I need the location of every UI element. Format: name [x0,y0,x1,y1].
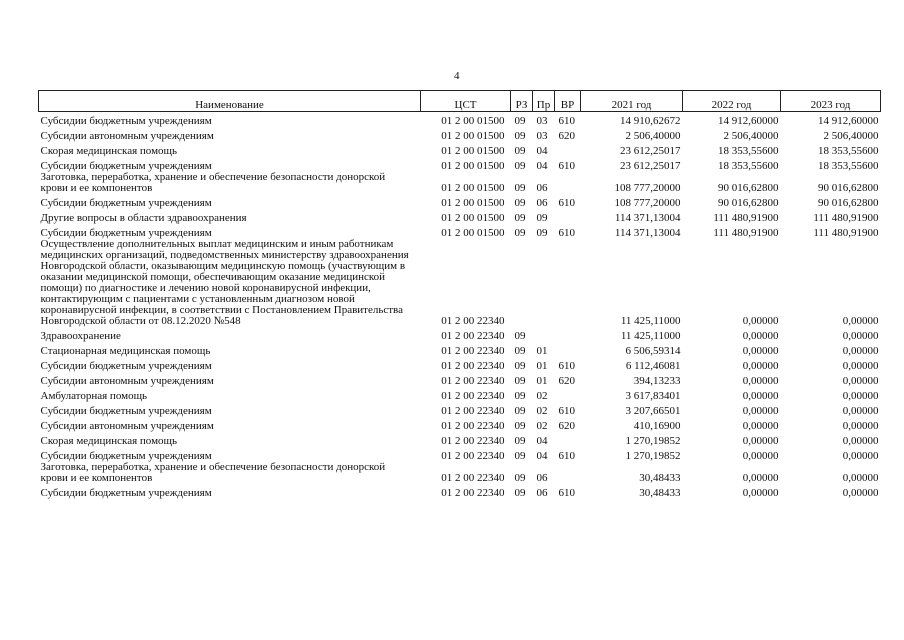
row-rz: 09 [514,420,526,432]
row-2023: 2 506,40000 [823,130,879,142]
row-vr: 610 [558,487,575,499]
row-name: Здравоохранение [40,330,121,342]
row-vr: 620 [558,130,575,142]
row-2021: 3 617,83401 [625,390,681,402]
row-2022: 0,00000 [742,315,779,327]
row-vr: 610 [558,405,575,417]
pr-header: Пр [533,91,555,112]
table-row [39,327,881,342]
row-rz: 09 [514,360,526,372]
row-2023: 0,00000 [842,405,879,417]
row-2022: 2 506,40000 [723,130,779,142]
row-cst: 01 2 00 01500 [441,145,505,157]
row-name: Стационарная медицинская помощь [40,345,211,357]
table-row [39,462,881,484]
row-2022: 111 480,91900 [713,212,779,224]
row-pr: 09 [536,212,548,224]
row-cst: 01 2 00 22340 [441,487,505,499]
table-row [39,194,881,209]
row-2021: 6 506,59314 [625,345,681,357]
row-name: Скорая медицинская помощь [40,145,178,157]
year-2023-header: 2023 год [781,91,881,112]
table-body [39,112,881,500]
row-2023: 90 016,62800 [818,182,879,194]
row-2023: 0,00000 [842,435,879,447]
row-rz: 09 [514,130,526,142]
row-2023: 18 353,55600 [818,160,879,172]
table-row [39,224,881,239]
row-2021: 23 612,25017 [620,145,681,157]
row-pr: 04 [536,160,548,172]
row-2023: 0,00000 [842,472,879,484]
page-number: 4 [454,70,460,82]
table-row [39,127,881,142]
row-2023: 0,00000 [842,450,879,462]
row-name: Субсидии бюджетным учреждениям [40,227,212,239]
row-cst: 01 2 00 01500 [441,227,505,239]
row-2021: 30,48433 [639,472,681,484]
table-row [39,402,881,417]
row-pr: 03 [536,115,548,127]
row-cst: 01 2 00 22340 [441,345,505,357]
row-pr: 01 [536,360,548,372]
row-2022: 0,00000 [742,420,779,432]
row-vr: 610 [558,197,575,209]
row-2021: 11 425,11000 [620,330,681,342]
row-2021: 1 270,19852 [625,450,681,462]
row-2022: 0,00000 [742,450,779,462]
row-rz: 09 [514,375,526,387]
row-rz: 09 [514,197,526,209]
row-2023: 0,00000 [842,420,879,432]
row-2021: 108 777,20000 [614,182,681,194]
row-cst: 01 2 00 22340 [441,390,505,402]
row-pr [533,239,555,327]
row-pr: 02 [536,405,548,417]
row-vr [555,327,581,342]
row-2022: 0,00000 [742,330,779,342]
row-2021: 6 112,46081 [625,360,681,372]
row-2022: 0,00000 [742,405,779,417]
row-name: Субсидии автономным учреждениям [40,375,214,387]
row-cst: 01 2 00 01500 [441,212,505,224]
row-rz: 09 [514,160,526,172]
row-pr: 03 [536,130,548,142]
name-header: Наименование [39,91,421,112]
table-row [39,112,881,128]
row-2023: 0,00000 [842,330,879,342]
row-rz: 09 [514,145,526,157]
row-2023: 90 016,62800 [818,197,879,209]
row-vr [555,239,581,327]
row-cst: 01 2 00 01500 [441,182,505,194]
row-2022: 111 480,91900 [713,227,779,239]
row-rz [511,239,533,327]
row-2023: 0,00000 [842,360,879,372]
row-rz: 09 [514,345,526,357]
row-2023: 0,00000 [842,315,879,327]
row-pr: 04 [536,435,548,447]
table-header-row [39,91,881,112]
table-row [39,432,881,447]
row-pr: 09 [536,227,548,239]
row-pr: 06 [536,197,548,209]
row-pr: 02 [536,420,548,432]
row-vr: 610 [558,115,575,127]
row-cst: 01 2 00 01500 [441,130,505,142]
row-name: Субсидии автономным учреждениям [40,130,214,142]
table-row [39,172,881,194]
row-name: Осуществление дополнительных выплат медицинским и иным работникам медицинских организаций, подведомственных министерству здравоохранения Новгородской области, оказывающим медицинскую помощь (участвующим в оказании медицинской помощи, обеспечивающим оказание медицинской помощи) по диагностике и лечению новой коронавирусной инфекции, контактирующим с пациентами с установленным диагнозом новой коронавирусной инфекции, в соответствии с Постановлением Правительства Новгородской области от 08.12.2020 №548 [40,239,409,327]
row-rz: 09 [514,330,526,342]
row-name: Субсидии бюджетным учреждениям [40,160,212,172]
row-name: Амбулаторная помощь [40,390,148,402]
row-cst: 01 2 00 22340 [441,315,505,327]
row-2023: 0,00000 [842,487,879,499]
row-cst: 01 2 00 22340 [441,405,505,417]
row-2022: 0,00000 [742,435,779,447]
row-rz: 09 [514,115,526,127]
row-cst: 01 2 00 22340 [441,450,505,462]
row-pr: 06 [536,487,548,499]
row-cst: 01 2 00 01500 [441,197,505,209]
row-rz: 09 [514,435,526,447]
table-row [39,357,881,372]
table-row [39,484,881,499]
row-vr [555,432,581,447]
row-2022: 0,00000 [742,375,779,387]
year-2022-header: 2022 год [683,91,781,112]
row-rz: 09 [514,227,526,239]
row-pr: 04 [536,450,548,462]
row-vr [555,387,581,402]
row-vr: 610 [558,160,575,172]
row-rz: 09 [514,212,526,224]
row-name: Заготовка, переработка, хранение и обеспечение безопасности донорской крови и ее компонентов [40,172,386,194]
row-cst: 01 2 00 22340 [441,472,505,484]
row-2023: 111 480,91900 [813,212,879,224]
row-2022: 18 353,55600 [718,145,779,157]
row-2022: 90 016,62800 [718,197,779,209]
row-2021: 2 506,40000 [625,130,681,142]
row-pr [533,327,555,342]
row-rz: 09 [514,182,526,194]
row-cst: 01 2 00 01500 [441,115,505,127]
row-2021: 30,48433 [639,487,681,499]
row-2023: 18 353,55600 [818,145,879,157]
row-2021: 410,16900 [633,420,681,432]
row-pr: 06 [536,472,548,484]
row-cst: 01 2 00 22340 [441,420,505,432]
vr-header: ВР [555,91,581,112]
row-rz: 09 [514,450,526,462]
row-cst: 01 2 00 22340 [441,360,505,372]
row-vr: 620 [558,375,575,387]
row-2021: 108 777,20000 [614,197,681,209]
table-row [39,417,881,432]
row-name: Заготовка, переработка, хранение и обеспечение безопасности донорской крови и ее компонентов [40,462,386,484]
table-row [39,142,881,157]
row-name: Субсидии бюджетным учреждениям [40,197,212,209]
table-row [39,342,881,357]
row-pr: 04 [536,145,548,157]
row-2022: 0,00000 [742,487,779,499]
row-pr: 06 [536,182,548,194]
row-2021: 3 207,66501 [625,405,681,417]
row-2023: 14 912,60000 [818,115,879,127]
row-2021: 11 425,11000 [620,315,681,327]
row-rz: 09 [514,487,526,499]
row-name: Другие вопросы в области здравоохранения [40,212,247,224]
row-name: Субсидии бюджетным учреждениям [40,360,212,372]
row-vr: 610 [558,450,575,462]
row-2022: 0,00000 [742,360,779,372]
row-2022: 90 016,62800 [718,182,779,194]
year-2021-header: 2021 год [581,91,683,112]
row-2021: 23 612,25017 [620,160,681,172]
row-vr: 620 [558,420,575,432]
table-row [39,447,881,462]
row-vr [555,209,581,224]
table-row [39,239,881,327]
row-vr [555,172,581,194]
row-2021: 114 371,13004 [614,227,681,239]
budget-table [38,90,881,499]
row-2021: 394,13233 [633,375,681,387]
row-2021: 114 371,13004 [614,212,681,224]
row-2022: 14 912,60000 [718,115,779,127]
row-rz: 09 [514,390,526,402]
row-rz: 09 [514,405,526,417]
row-rz: 09 [514,472,526,484]
row-cst: 01 2 00 22340 [441,375,505,387]
row-2022: 18 353,55600 [718,160,779,172]
row-vr: 610 [558,360,575,372]
row-vr: 610 [558,227,575,239]
table-row [39,372,881,387]
row-2023: 0,00000 [842,345,879,357]
rz-header: РЗ [511,91,533,112]
row-name: Субсидии бюджетным учреждениям [40,405,212,417]
row-name: Субсидии бюджетным учреждениям [40,115,212,127]
cst-header: ЦСТ [421,91,511,112]
row-vr [555,342,581,357]
row-cst: 01 2 00 01500 [441,160,505,172]
row-pr: 01 [536,345,548,357]
row-2023: 0,00000 [842,390,879,402]
row-2022: 0,00000 [742,390,779,402]
row-2023: 111 480,91900 [813,227,879,239]
row-2022: 0,00000 [742,472,779,484]
table-row [39,209,881,224]
row-pr: 02 [536,390,548,402]
table-row [39,157,881,172]
row-name: Субсидии автономным учреждениям [40,420,214,432]
row-pr: 01 [536,375,548,387]
row-2023: 0,00000 [842,375,879,387]
row-name: Субсидии бюджетным учреждениям [40,450,212,462]
row-vr [555,462,581,484]
row-2022: 0,00000 [742,345,779,357]
table-row [39,387,881,402]
row-cst: 01 2 00 22340 [441,435,505,447]
row-name: Скорая медицинская помощь [40,435,178,447]
row-vr [555,142,581,157]
row-2021: 14 910,62672 [620,115,681,127]
row-2021: 1 270,19852 [625,435,681,447]
row-name: Субсидии бюджетным учреждениям [40,487,212,499]
row-cst: 01 2 00 22340 [441,330,505,342]
